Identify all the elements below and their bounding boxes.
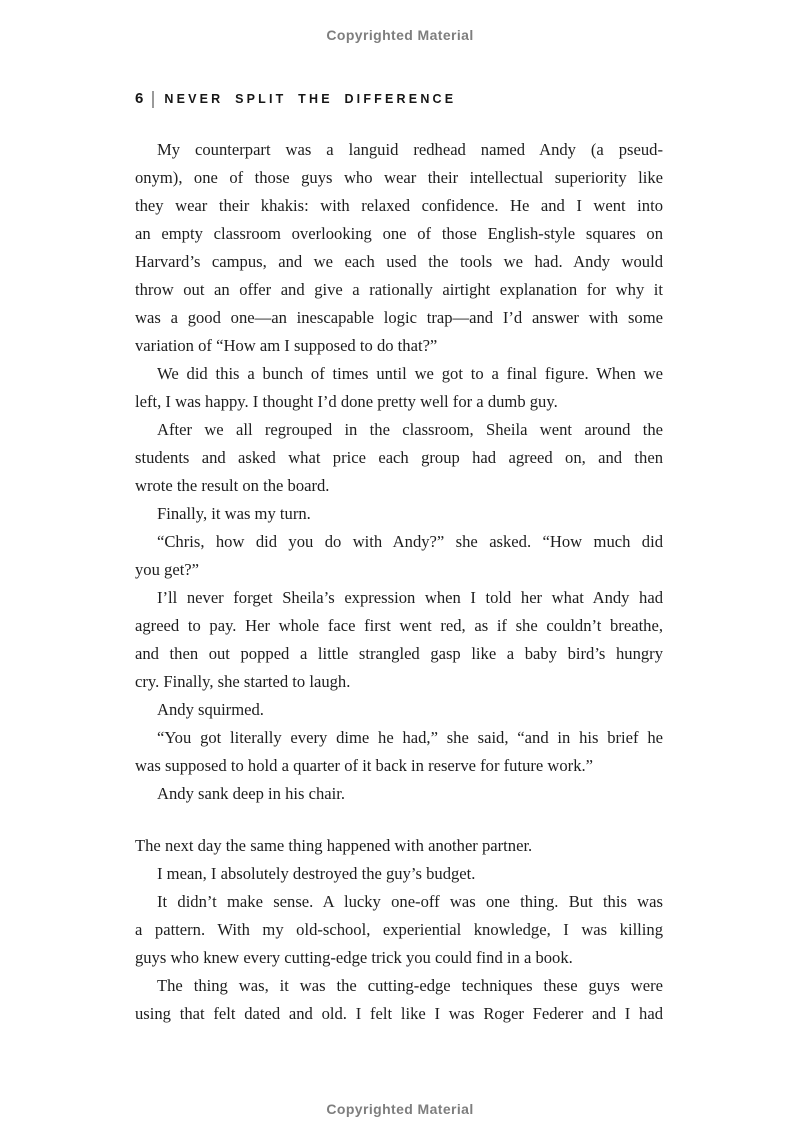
text-line: onym), one of those guys who wear their intellectual superiority like <box>135 168 663 187</box>
text-line: We did this a bunch of times until we got to a final figure. When we <box>157 364 663 383</box>
text-line: guys who knew every cutting-edge trick you could find in a book. <box>135 948 573 967</box>
page-header <box>135 90 456 108</box>
text-line: throw out an offer and give a rationally airtight explanation for why it <box>135 280 663 299</box>
text-line: a pattern. With my old-school, experiential knowledge, I was killing <box>135 920 663 939</box>
header-divider <box>152 91 154 108</box>
text-line: The next day the same thing happened with another partner. <box>135 836 533 855</box>
text-line: left, I was happy. I thought I’d done pretty well for a dumb guy. <box>135 392 558 411</box>
paragraph <box>135 528 663 584</box>
page-number: 6 <box>135 90 144 107</box>
text-line: students and asked what price each group had agreed on, and then <box>135 448 663 467</box>
text-line: they wear their khakis: with relaxed confidence. He and I went into <box>135 196 663 215</box>
copyright-notice-top: Copyrighted Material <box>326 27 474 43</box>
text-line: was supposed to hold a quarter of it back in reserve for future work.” <box>135 756 594 775</box>
text-line: “You got literally every dime he had,” she said, “and in his brief he <box>157 728 663 747</box>
paragraph <box>135 860 663 888</box>
paragraph <box>135 584 663 696</box>
text-line: My counterpart was a languid redhead named Andy (a pseud- <box>157 140 663 159</box>
paragraph <box>135 888 663 972</box>
paragraph <box>135 832 663 860</box>
paragraph <box>135 416 663 500</box>
text-line: was a good one—an inescapable logic trap—and I’d answer with some <box>135 308 663 327</box>
text-line: you get?” <box>135 560 200 579</box>
copyright-notice-bottom: Copyrighted Material <box>326 1101 474 1117</box>
text-line: I’ll never forget Sheila’s expression when I told her what Andy had <box>157 588 663 607</box>
paragraph <box>135 972 663 1028</box>
text-line: Finally, it was my turn. <box>157 504 311 523</box>
text-line: and then out popped a little strangled gasp like a baby bird’s hungry <box>135 644 663 663</box>
text-line: Andy squirmed. <box>157 700 264 719</box>
text-line: Harvard’s campus, and we each used the tools we had. Andy would <box>135 252 663 271</box>
paragraph <box>135 360 663 416</box>
text-line: Andy sank deep in his chair. <box>157 784 346 803</box>
text-line: an empty classroom overlooking one of those English-style squares on <box>135 224 663 243</box>
text-line: variation of “How am I supposed to do that?” <box>135 336 438 355</box>
text-line: cry. Finally, she started to laugh. <box>135 672 351 691</box>
running-head-title: NEVER SPLIT THE DIFFERENCE <box>164 92 457 106</box>
text-line: The thing was, it was the cutting-edge techniques these guys were <box>157 976 663 995</box>
text-line: It didn’t make sense. A lucky one-off was one thing. But this was <box>157 892 663 911</box>
paragraph <box>135 780 663 808</box>
body-text <box>135 136 663 1028</box>
paragraph <box>135 500 663 528</box>
text-line: using that felt dated and old. I felt like I was Roger Federer and I had <box>135 1004 663 1023</box>
text-line: I mean, I absolutely destroyed the guy’s budget. <box>157 864 476 883</box>
paragraph <box>135 136 663 360</box>
paragraph <box>135 696 663 724</box>
paragraph <box>135 724 663 780</box>
text-line: wrote the result on the board. <box>135 476 330 495</box>
text-line: agreed to pay. Her whole face first went red, as if she couldn’t breathe, <box>135 616 663 635</box>
text-line: After we all regrouped in the classroom, Sheila went around the <box>157 420 663 439</box>
text-line: “Chris, how did you do with Andy?” she asked. “How much did <box>157 532 663 551</box>
